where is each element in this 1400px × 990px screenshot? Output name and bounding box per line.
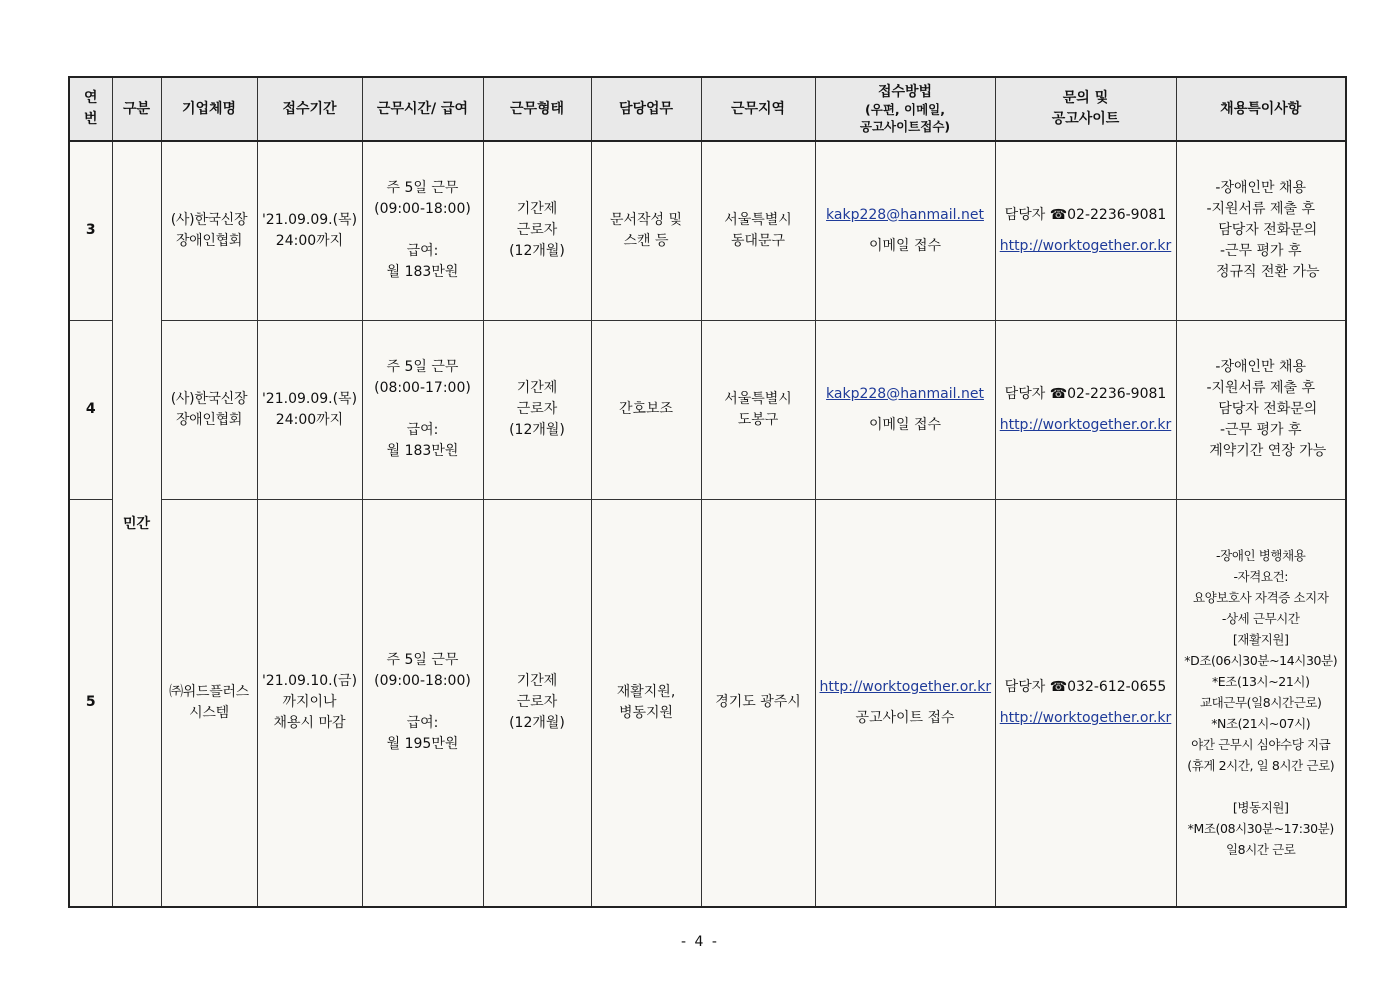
table-row (69, 141, 1346, 320)
type-cell: 기간제 근로자 (12개월) (483, 499, 591, 907)
contact-cell: 담당자 ☎02-2236-9081 http://worktogether.or.kr (995, 320, 1176, 499)
hours-cell: 주 5일 근무 (09:00-18:00) 급여: 월 183만원 (362, 141, 483, 320)
company-cell: (사)한국신장 장애인협회 (161, 141, 257, 320)
method-cell: http://worktogether.or.kr 공고사이트 접수 (815, 499, 995, 907)
method-cell: kakp228@hanmail.net 이메일 접수 (815, 320, 995, 499)
method-cell: kakp228@hanmail.net 이메일 접수 (815, 141, 995, 320)
period-cell: '21.09.09.(목) 24:00까지 (257, 141, 362, 320)
duty-cell: 문서작성 및 스캔 등 (591, 141, 701, 320)
hours-cell: 주 5일 근무 (09:00-18:00) 급여: 월 195만원 (362, 499, 483, 907)
duty-cell: 간호보조 (591, 320, 701, 499)
header-region: 근무지역 (701, 77, 815, 141)
region-cell: 서울특별시 동대문구 (701, 141, 815, 320)
header-hours: 근무시간/ 급여 (362, 77, 483, 141)
email-link[interactable]: kakp228@hanmail.net (826, 385, 984, 402)
hours-cell: 주 5일 근무 (08:00-17:00) 급여: 월 183만원 (362, 320, 483, 499)
row-number: 3 (69, 141, 112, 320)
company-cell: (사)한국신장 장애인협회 (161, 320, 257, 499)
header-category: 구분 (112, 77, 161, 141)
contact-cell: 담당자 ☎032-612-0655 http://worktogether.or.kr (995, 499, 1176, 907)
header-duty: 담당업무 (591, 77, 701, 141)
email-link[interactable]: kakp228@hanmail.net (826, 206, 984, 223)
job-listing-table (68, 76, 1347, 908)
site-link[interactable]: http://worktogether.or.kr (999, 416, 1172, 433)
table-row (69, 499, 1346, 907)
type-cell: 기간제 근로자 (12개월) (483, 141, 591, 320)
period-cell: '21.09.09.(목) 24:00까지 (257, 320, 362, 499)
duty-cell: 재활지원, 병동지원 (591, 499, 701, 907)
header-type: 근무형태 (483, 77, 591, 141)
notes-cell: -장애인만 채용 -지원서류 제출 후 담당자 전화문의 -근무 평가 후 정규직 전환 가능 (1176, 141, 1346, 320)
header-period: 접수기간 (257, 77, 362, 141)
site-link[interactable]: http://worktogether.or.kr (999, 709, 1172, 726)
header-company: 기업체명 (161, 77, 257, 141)
type-cell: 기간제 근로자 (12개월) (483, 320, 591, 499)
header-row (69, 77, 1346, 141)
page-number: - 4 - (681, 934, 719, 950)
region-cell: 경기도 광주시 (701, 499, 815, 907)
notes-cell: -장애인 병행채용 -자격요건: 요양보호사 자격증 소지자 -상세 근무시간 [재활지원] *D조(06시30분~14시30분) *E조(13시~21시) 교대근무(일8시간근로) *N조(21시~07시) 야간 근무시 심야수당 지급 (휴게 2시간, 일 8시간 근로) [병동지원] *M조(08시30분~17:30분) 일8시간 근로 (1176, 499, 1346, 907)
header-notes: 채용특이사항 (1176, 77, 1346, 141)
site-link[interactable]: http://worktogether.or.kr (999, 237, 1172, 254)
period-cell: '21.09.10.(금) 까지이나 채용시 마감 (257, 499, 362, 907)
company-cell: ㈜위드플러스 시스템 (161, 499, 257, 907)
header-contact: 문의 및 공고사이트 (995, 77, 1176, 141)
contact-cell: 담당자 ☎02-2236-9081 http://worktogether.or.kr (995, 141, 1176, 320)
table-row (69, 320, 1346, 499)
header-method: 접수방법 (우편, 이메일, 공고사이트접수) (815, 77, 995, 141)
category-cell: 민간 (112, 141, 161, 907)
site-link[interactable]: http://worktogether.or.kr (819, 678, 992, 695)
header-no: 연 번 (69, 77, 112, 141)
row-number: 5 (69, 499, 112, 907)
row-number: 4 (69, 320, 112, 499)
notes-cell: -장애인만 채용 -지원서류 제출 후 담당자 전화문의 -근무 평가 후 계약기간 연장 가능 (1176, 320, 1346, 499)
region-cell: 서울특별시 도봉구 (701, 320, 815, 499)
